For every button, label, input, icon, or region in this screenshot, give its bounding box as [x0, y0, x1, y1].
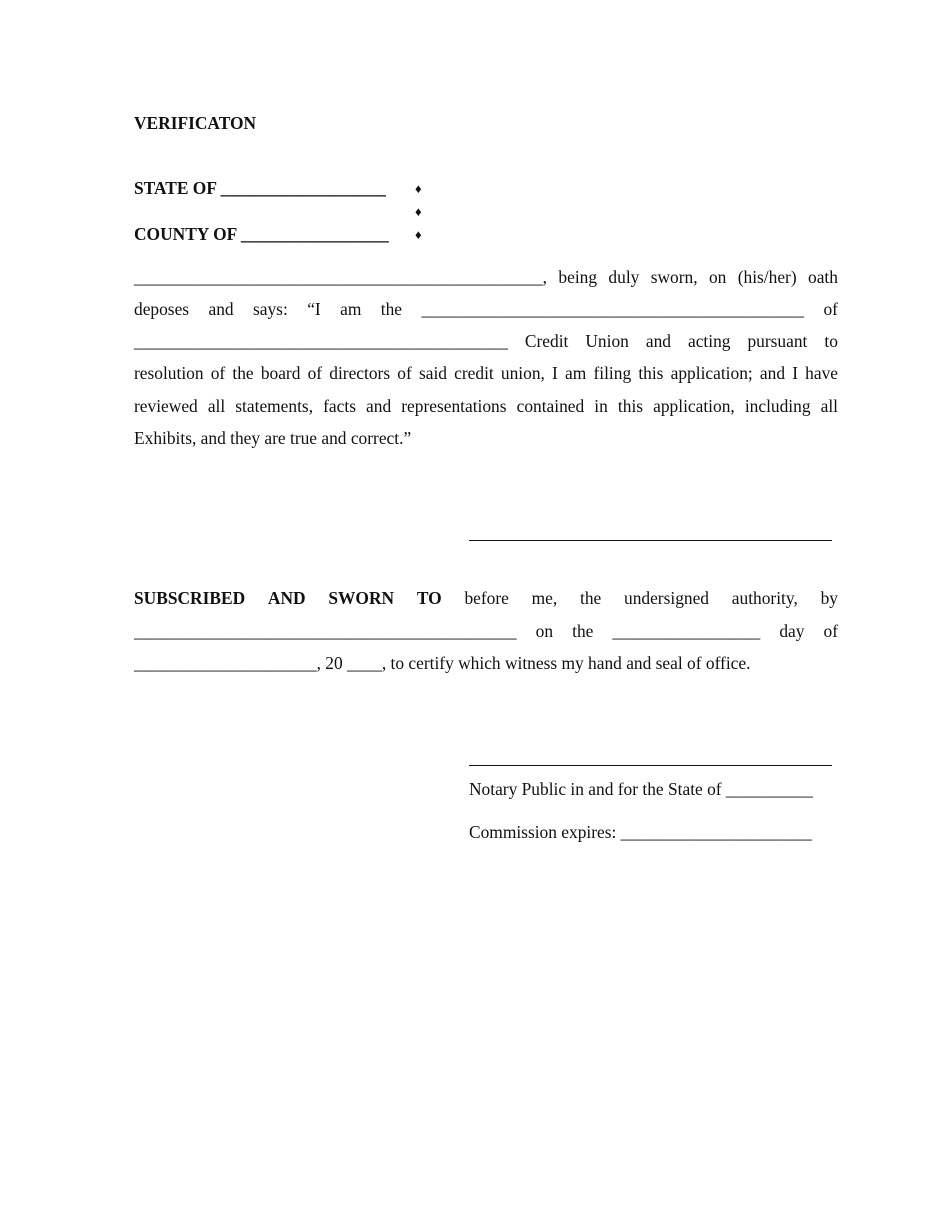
diamond-icon: ♦	[415, 204, 422, 219]
state-of-field: STATE OF ___________________	[134, 178, 386, 198]
verification-line-3: ___________________________________________ Credit Union and acting pursuant to	[134, 331, 838, 351]
diamond-icon: ♦	[415, 181, 422, 196]
affiant-signature-line	[469, 540, 832, 541]
affiant-name-blank: _______________________________________________,	[134, 267, 548, 287]
verification-line-2: deposes and says: “I am the ____________________________________________ of	[134, 299, 838, 319]
notary-title: Notary Public in and for the State of __________	[469, 779, 813, 799]
day-blank: _________________	[612, 621, 761, 641]
sworn-by-name-blank: ____________________________________________	[134, 621, 517, 641]
credit-union-name-blank: ___________________________________________	[134, 331, 508, 351]
verification-line-4: resolution of the board of directors of said credit union, I am filing this application; and I have	[134, 363, 838, 383]
sworn-line-2: ____________________________________________ on the _________________ day of	[134, 621, 838, 641]
document-heading: VERIFICATON	[134, 113, 257, 133]
title-blank: ____________________________________________	[421, 299, 805, 319]
sworn-line-1: SUBSCRIBED AND SWORN TO before me, the undersigned authority, by	[134, 588, 838, 608]
verification-line-1: _______________________________________________, being duly sworn, on (his/her) oath	[134, 267, 838, 287]
county-of-field: COUNTY OF _________________	[134, 224, 389, 244]
sworn-line-3: _____________________, 20 ____, to certify which witness my hand and seal of office.	[134, 653, 751, 673]
verification-line-6: Exhibits, and they are true and correct.”	[134, 428, 412, 448]
notary-signature-line	[469, 765, 832, 766]
diamond-icon: ♦	[415, 227, 422, 242]
verification-line-5: reviewed all statements, facts and representations contained in this application, including all	[134, 396, 838, 416]
commission-expires: Commission expires: ______________________	[469, 822, 812, 842]
